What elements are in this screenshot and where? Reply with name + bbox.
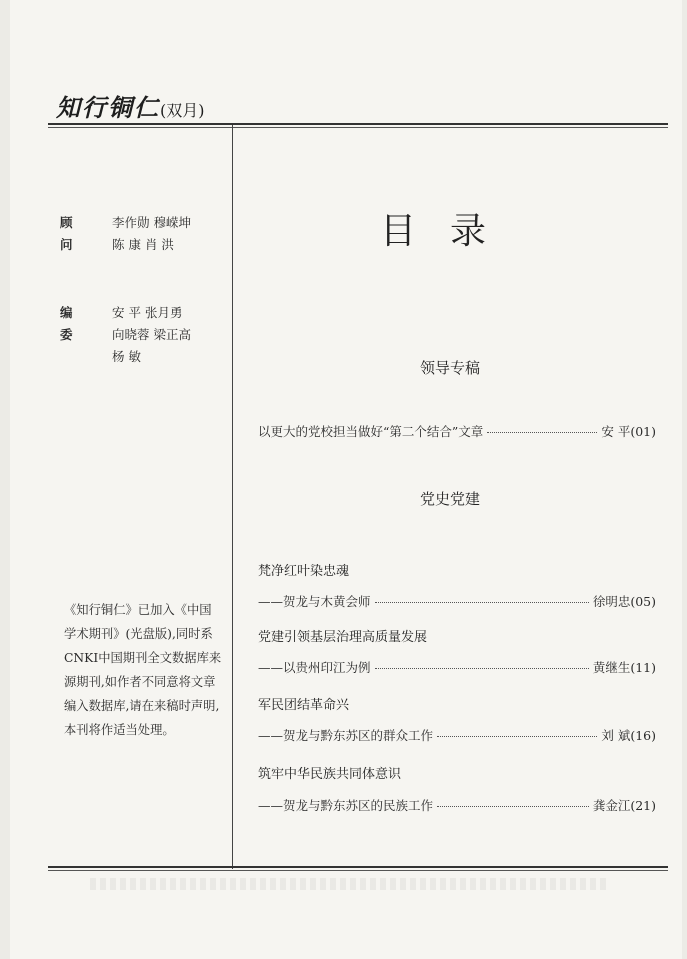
entry-page: (05) (630, 594, 656, 609)
entry-headline: 党建引领基层治理高质量发展 (258, 630, 428, 645)
bleed-through-band (90, 878, 610, 890)
entry-headline: 梵净红叶染忠魂 (258, 564, 350, 579)
advisors-line-1: 李作勋 穆嵘坤 (112, 215, 191, 230)
entry-page: (01) (630, 424, 656, 439)
advisors-line-2: 陈 康 肖 洪 (112, 237, 174, 252)
entry-meta (593, 796, 656, 814)
leader-dots (375, 668, 589, 669)
editors-line-2: 向晓蓉 梁正高 (112, 327, 191, 342)
journal-title: 知行铜仁 (56, 93, 160, 122)
bottom-rule (48, 866, 668, 868)
top-rule (48, 123, 668, 125)
leader-dots (437, 736, 597, 737)
entry-title: ——贺龙与黔东苏区的群众工作 (258, 728, 434, 743)
entry-meta (601, 726, 656, 744)
toc-title: 目录 (379, 211, 520, 252)
entry-title: ——贺龙与木黄会师 (258, 594, 371, 609)
column-divider (232, 125, 233, 869)
toc-entry[interactable] (258, 658, 656, 676)
editors-line-3: 杨 敏 (112, 349, 141, 364)
editors-role: 编委 (60, 305, 81, 342)
leader-dots (375, 602, 589, 603)
leader-dots (487, 432, 597, 433)
entry-page: (16) (630, 728, 656, 743)
bottom-rule-thin (48, 870, 668, 871)
journal-edition: (双月) (160, 101, 205, 120)
toc-entry[interactable] (258, 592, 656, 610)
entry-title: 以更大的党校担当做好“第二个结合”文章 (258, 424, 484, 439)
entry-author: 安 平 (601, 424, 631, 439)
top-rule-thin (48, 127, 668, 128)
indexing-note: 《知行铜仁》已加入《中国学术期刊》(光盘版),同时系CNKI中国期刊全文数据库来源期刊,如作者不同意将文章编入数据库,请在来稿时声明,本刊将作适当处理。 (64, 603, 222, 737)
toc-entry[interactable] (258, 726, 656, 744)
section-heading-party-history: 党史党建 (419, 490, 480, 508)
toc-entry[interactable] (258, 422, 656, 440)
section-heading-leader: 领导专稿 (419, 359, 480, 377)
editors-line-1: 安 平 张月勇 (112, 305, 183, 320)
toc-entry[interactable] (258, 796, 656, 814)
entry-headline: 筑牢中华民族共同体意识 (258, 767, 402, 782)
advisors-role: 顾问 (60, 215, 81, 252)
entry-author: 黄继生 (592, 660, 631, 675)
entry-page: (21) (630, 798, 656, 813)
entry-meta (601, 422, 656, 440)
entry-title: ——以贵州印江为例 (258, 660, 371, 675)
entry-author: 龚金江 (592, 798, 631, 813)
leader-dots (437, 806, 589, 807)
page-sheet (10, 0, 682, 959)
entry-meta (593, 658, 656, 676)
entry-author: 刘 斌 (601, 728, 631, 743)
entry-author: 徐明忠 (592, 594, 631, 609)
entry-title: ——贺龙与黔东苏区的民族工作 (258, 798, 434, 813)
entry-headline: 军民团结革命兴 (258, 698, 350, 713)
entry-page: (11) (630, 660, 656, 675)
entry-meta (593, 592, 656, 610)
journal-masthead (56, 88, 205, 123)
